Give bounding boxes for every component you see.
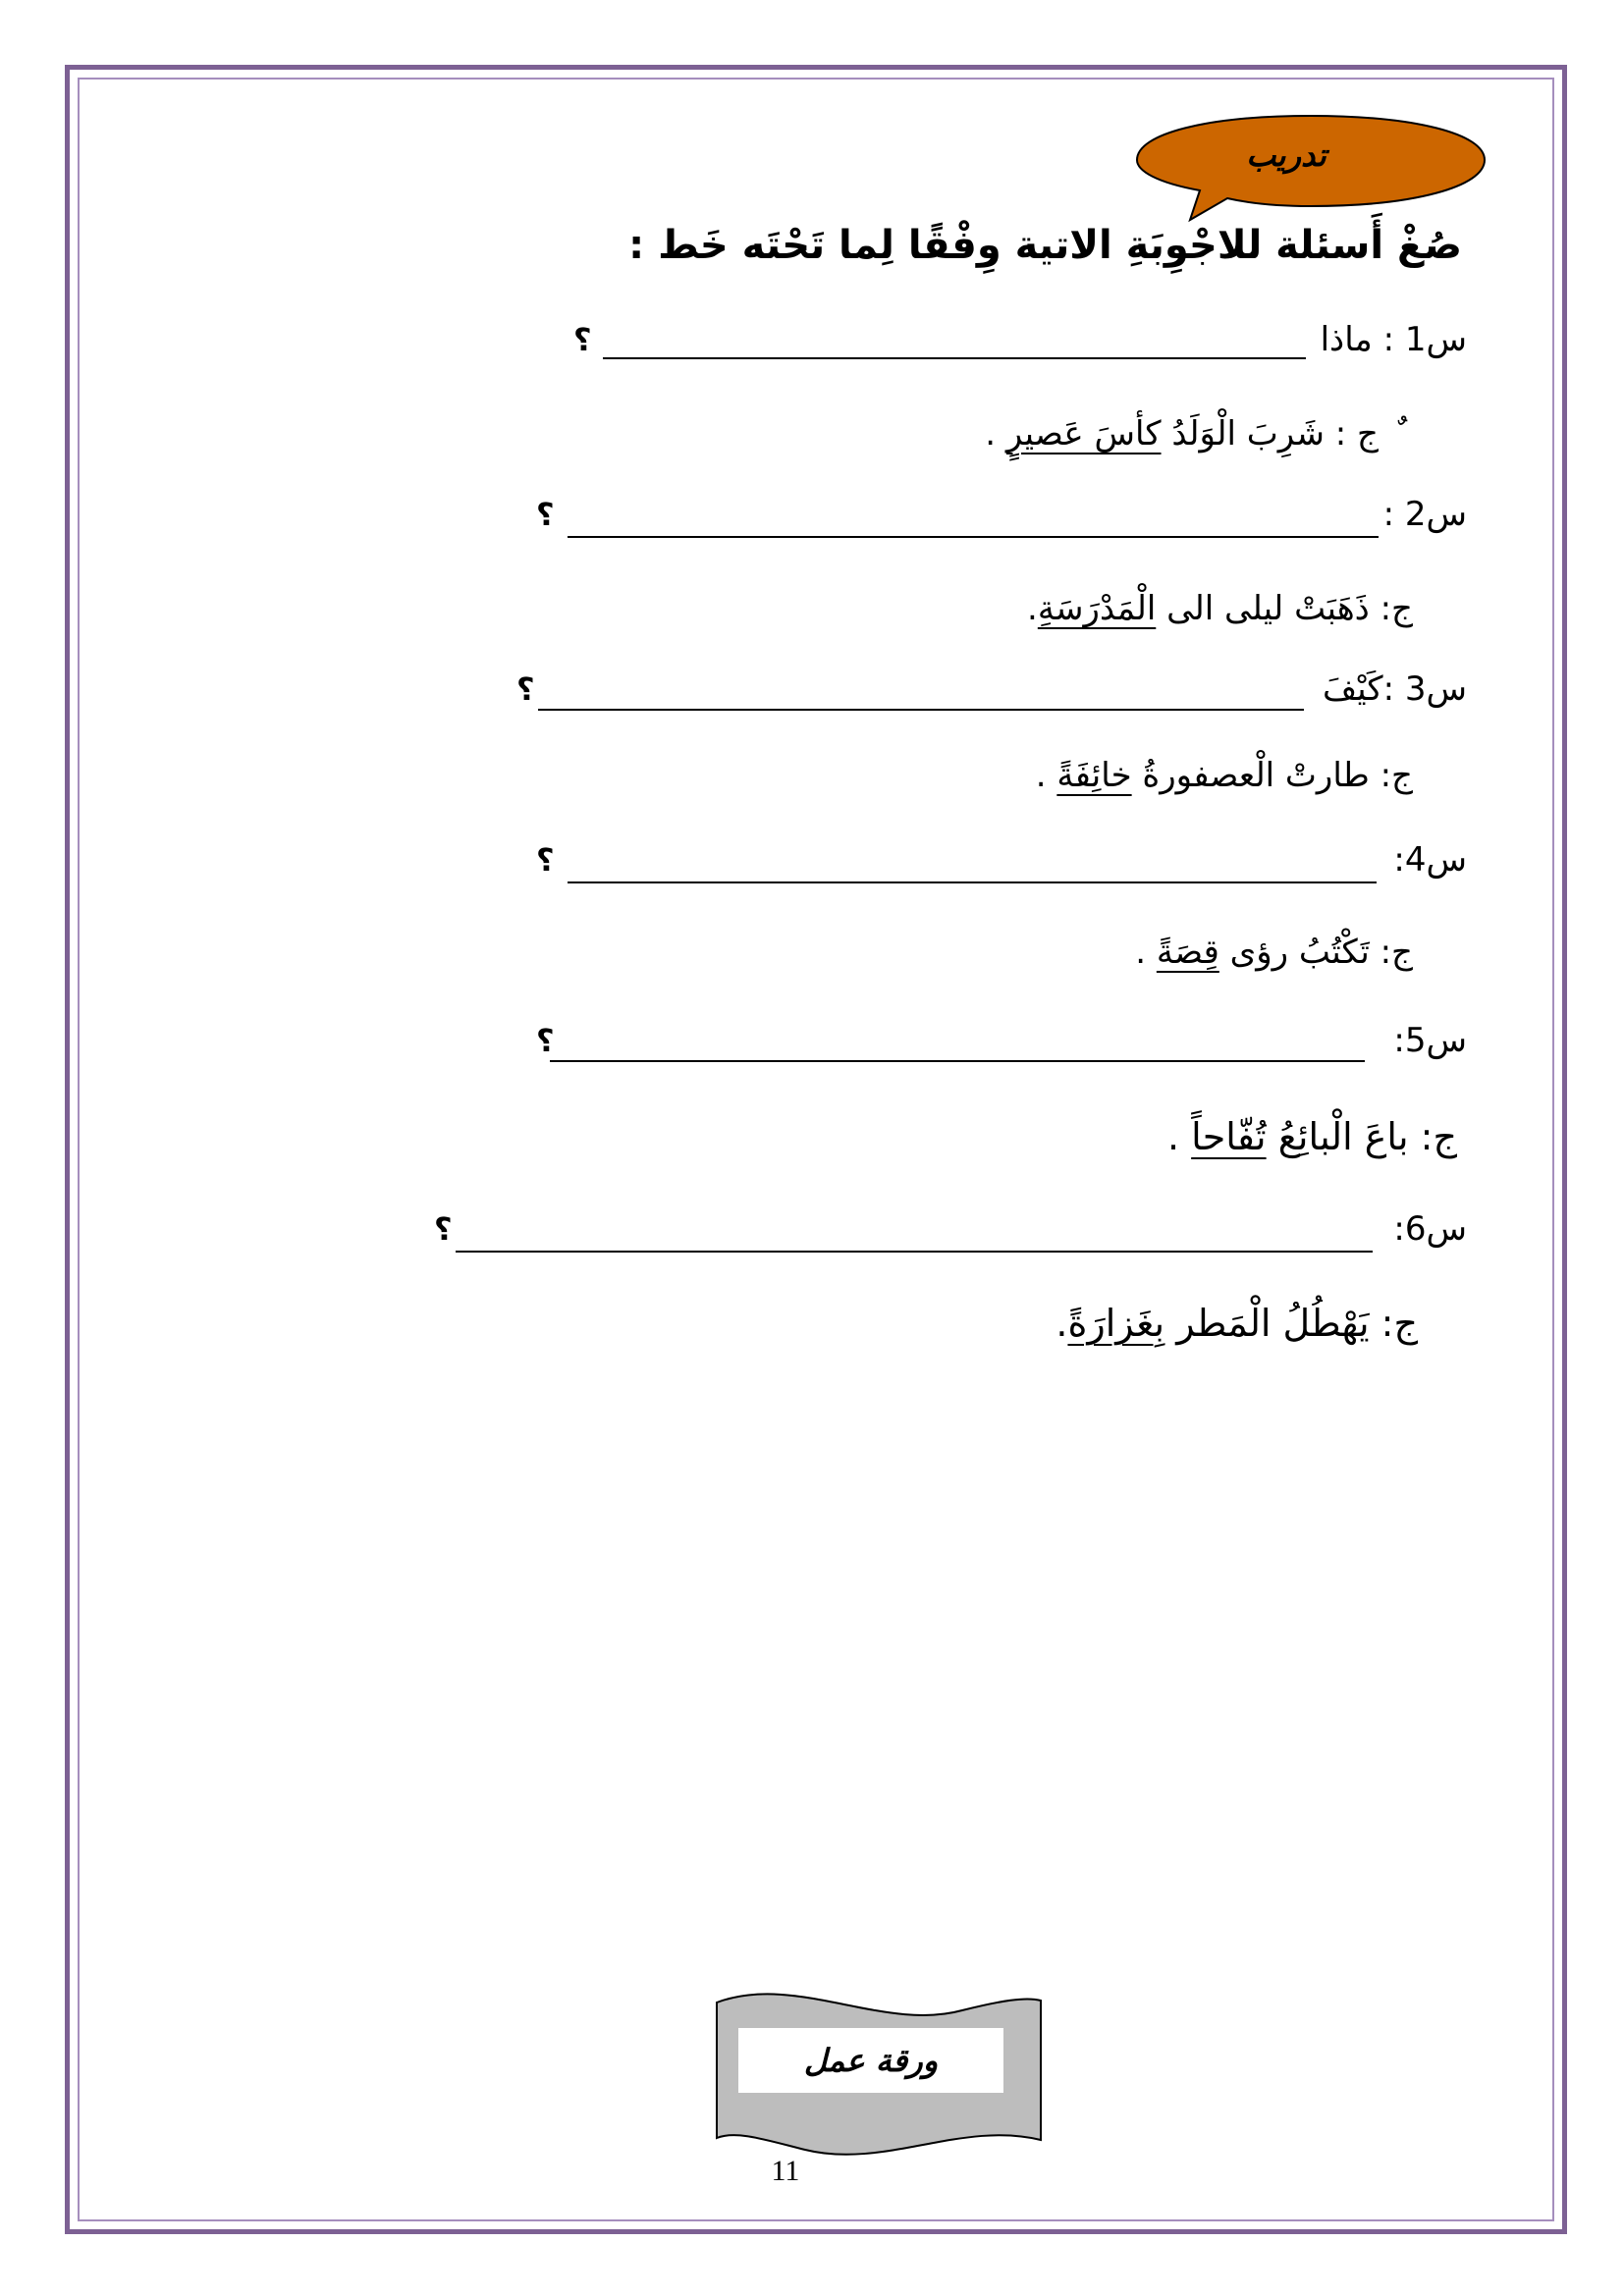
answer-6-end: . [1056, 1302, 1068, 1345]
worksheet-label: ورقة عمل [803, 2042, 939, 2079]
question-2-label: س2 : [1382, 495, 1467, 534]
answer-5 [1167, 1107, 1457, 1166]
question-4-mark: ؟ [536, 841, 555, 879]
question-4-label: س4: [1393, 840, 1467, 880]
question-5-blank[interactable] [550, 1060, 1365, 1062]
answer-1-end: . [985, 414, 1006, 454]
answer-5-end: . [1166, 1115, 1192, 1158]
answer-6 [1056, 1294, 1418, 1353]
question-6-mark: ؟ [434, 1210, 453, 1248]
answer-5-text: ج: باعَ الْبائِعُ [1266, 1115, 1457, 1158]
question-4-blank[interactable] [568, 881, 1377, 883]
answer-2-end: . [1027, 589, 1038, 628]
question-2-blank[interactable] [568, 536, 1379, 538]
question-3-label: س3 :كَيْفَ [1322, 669, 1467, 709]
answer-2 [1027, 579, 1413, 638]
page-number: 11 [771, 2155, 800, 2187]
answer-4-end: . [1135, 933, 1157, 972]
question-5-mark: ؟ [536, 1022, 555, 1059]
badge-label: تدريب [1246, 136, 1326, 174]
answer-3 [1036, 746, 1413, 805]
answer-4-text: ج: تَكْتُبُ رؤى [1218, 933, 1413, 972]
question-3-mark: ؟ [516, 670, 535, 708]
question-1-mark: ؟ [573, 321, 592, 358]
question-6-blank[interactable] [456, 1251, 1373, 1253]
question-1-label: س1 : ماذا [1320, 320, 1467, 359]
answer-4 [1135, 923, 1413, 982]
answer-4-underlined: قِصَةً [1156, 933, 1219, 972]
question-2-mark: ؟ [536, 496, 555, 533]
instruction-heading: صُغْ أَسئلة للاجْوِبَةِ الاتية وِفْقًا لِما تَحْتَه خَط : [628, 223, 1462, 268]
answer-5-underlined: تُفّاحاً [1191, 1115, 1267, 1158]
answer-1-text: ج : شَرِبَ الْوَلَدُ [1161, 414, 1379, 454]
answer-1-underlined: كأسَ عَصيرٍ [1005, 414, 1162, 454]
answer-2-text: ج: ذَهَبَتْ ليلى الى [1156, 589, 1413, 628]
answer-3-underlined: خائِفَةً [1056, 756, 1132, 795]
question-6-label: س6: [1393, 1209, 1467, 1249]
question-1-blank[interactable] [603, 357, 1306, 359]
answer-6-text: ج: يَهْطُلُ الْمَطر [1164, 1302, 1418, 1345]
answer-3-end: . [1035, 756, 1057, 795]
question-5-label: س5: [1393, 1021, 1467, 1060]
answer-2-underlined: الْمَدْرَسَةِ [1037, 589, 1157, 628]
answer-1 [985, 404, 1379, 463]
question-3-blank[interactable] [538, 709, 1304, 711]
answer-6-underlined: بِغَزارَةً [1067, 1302, 1165, 1345]
answer-3-text: ج: طارتْ الْعصفورةُ [1131, 756, 1413, 795]
